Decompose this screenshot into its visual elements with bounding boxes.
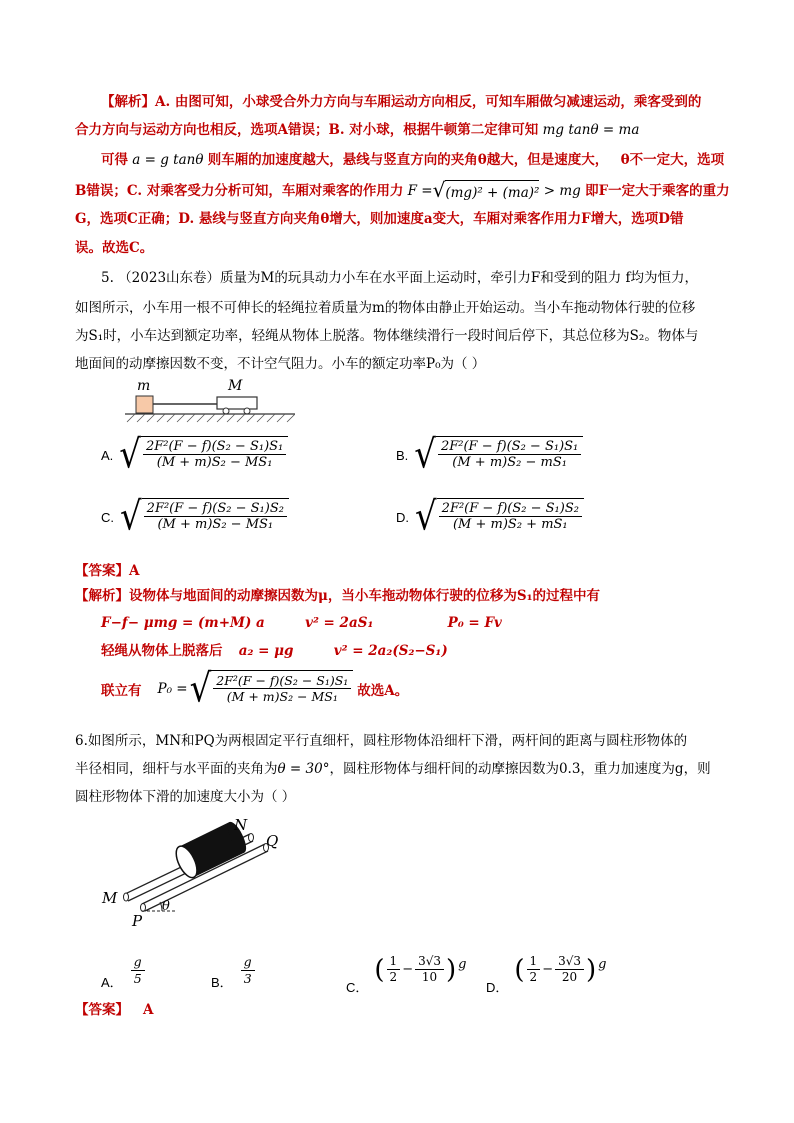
- q5-option-B[interactable]: B. √ $\frac{\text{2F²(F − f)(S₂ − S₁)S₁}}{\text{(M + m)S₂ − mS₁}}$: [396, 436, 583, 474]
- q6-option-B[interactable]: B． $\frac{g}{3}$: [211, 950, 257, 991]
- equation-a-gtan: a = g tanθ: [132, 152, 204, 168]
- fig-label-N: N: [234, 816, 248, 834]
- ground-hatching: [127, 414, 295, 422]
- q6-answer: 【答案】 A: [75, 1002, 154, 1018]
- q6-line-3: 圆柱形物体下滑的加速度大小为（ ）: [75, 789, 296, 805]
- q5-figure: [125, 376, 295, 426]
- fig-label-M: M: [228, 378, 243, 394]
- analysis-label: 【解析】: [101, 94, 155, 110]
- prev-analysis-line-1: 【解析】A. 由图可知，小球受合外力方向与车厢运动方向相反，可知车厢做匀减速运动，乘客受到的: [101, 94, 702, 110]
- cart-body: [217, 397, 257, 409]
- theta-30: θ = 30°: [277, 761, 330, 777]
- q6-line-1: 6.如图所示，MN和PQ为两根固定平行直细杆，圆柱形物体沿细杆下滑，两杆间的距离与圆柱形物体的: [75, 733, 688, 749]
- equation-mg-tan: mg tanθ = ma: [542, 122, 640, 138]
- block-m: [136, 396, 153, 413]
- q6-line-2: 半径相同，细杆与水平面的夹角为θ = 30°，圆柱形物体与细杆间的动摩擦因数为0.3，重力加速度为g，则: [75, 761, 711, 777]
- q5-analysis-line-4: 联立有 P₀ = √ $\frac{\text{2F²(F − f)(S₂ − S₁)S₁}}{\text{(M + m)S₂ − MS₁}}$ 故选A。: [101, 666, 409, 712]
- fig-label-M: M: [102, 889, 118, 907]
- q6-figure: [100, 812, 290, 930]
- q5-line-2: 如图所示，小车用一根不可伸长的轻绳拉着质量为m的物体由静止开始运动。当小车拖动物体行驶的位移: [75, 300, 696, 316]
- q5-answer-value: A: [129, 563, 140, 579]
- fig-label-m: m: [137, 378, 151, 394]
- cart-wheel-1: [223, 408, 229, 414]
- q5-analysis-line-3: 轻绳从物体上脱落后 a₂ = μg v² = 2a₂(S₂−S₁): [101, 643, 448, 659]
- q5-line-3: 为S₁时，小车达到额定功率，轻绳从物体上脱落。物体继续滑行一段时间后停下，其总位移为S₂。物体与: [75, 328, 699, 344]
- prev-analysis-line-2: 合力方向与运动方向也相反，选项A错误；B. 对小球，根据牛顿第二定律可知 mg tanθ = ma: [75, 122, 640, 138]
- q6-option-D[interactable]: D． ( $\frac{1}{2}$ − $\frac{3√3}{20}$ ) g: [486, 954, 607, 995]
- cart-wheel-2: [244, 408, 250, 414]
- prev-analysis-line-3: 可得 a = g tanθ 则车厢的加速度越大，悬线与竖直方向的夹角θ越大，但是速度大， θ不一定大，选项: [101, 152, 725, 168]
- q6-answer-value: A: [143, 1002, 154, 1018]
- q6-option-C[interactable]: C． ( $\frac{1}{2}$ − $\frac{3√3}{10}$ ) g: [346, 954, 467, 995]
- prev-analysis-line-4: B错误；C. 对乘客受力分析可知，车厢对乘客的作用力 F = √ (mg)² + (ma)² > mg 即F一定大于乘客的重力: [75, 178, 730, 202]
- fig-label-P: P: [132, 912, 143, 930]
- fig-label-Q: Q: [266, 832, 279, 850]
- fig-label-theta: θ: [162, 899, 170, 914]
- sqrt-force: √ (mg)² + (ma)²: [432, 178, 540, 202]
- prev-analysis-line-5: G，选项C正确；D. 悬线与竖直方向夹角θ增大，则加速度a变大，车厢对乘客作用力F增大，选项D错: [75, 211, 684, 227]
- q5-analysis-line-1: 【解析】设物体与地面间的动摩擦因数为μ，当小车拖动物体行驶的位移为S₁的过程中有: [75, 588, 601, 604]
- q5-line-1: 5. （2023山东卷）质量为M的玩具动力小车在水平面上运动时，牵引力F和受到的阻力 f均为恒力，: [101, 270, 699, 286]
- q5-option-C[interactable]: C. √ $\frac{\text{2F²(F − f)(S₂ − S₁)S₂}}{\text{(M + m)S₂ − MS₁}}$: [101, 498, 289, 536]
- q5-option-D[interactable]: D. √ $\frac{\text{2F²(F − f)(S₂ − S₁)S₂}}{\text{(M + m)S₂ + mS₁}}$: [396, 498, 584, 536]
- q5-line-4: 地面间的动摩擦因数不变，不计空气阻力。小车的额定功率P₀为（ ）: [75, 356, 486, 372]
- q5-answer: 【答案】A: [75, 563, 140, 579]
- q5-analysis-line-2: F−f− μmg = (m+M) a v² = 2aS₁ P₀ = Fv: [101, 615, 502, 631]
- q5-option-A[interactable]: A. √ $\frac{\text{2F²(F − f)(S₂ − S₁)S₁}}{\text{(M + m)S₂ − MS₁}}$: [101, 436, 288, 474]
- q6-option-A[interactable]: A． $\frac{g}{5}$: [101, 950, 147, 991]
- prev-analysis-line-6: 误。故选C。: [75, 240, 154, 256]
